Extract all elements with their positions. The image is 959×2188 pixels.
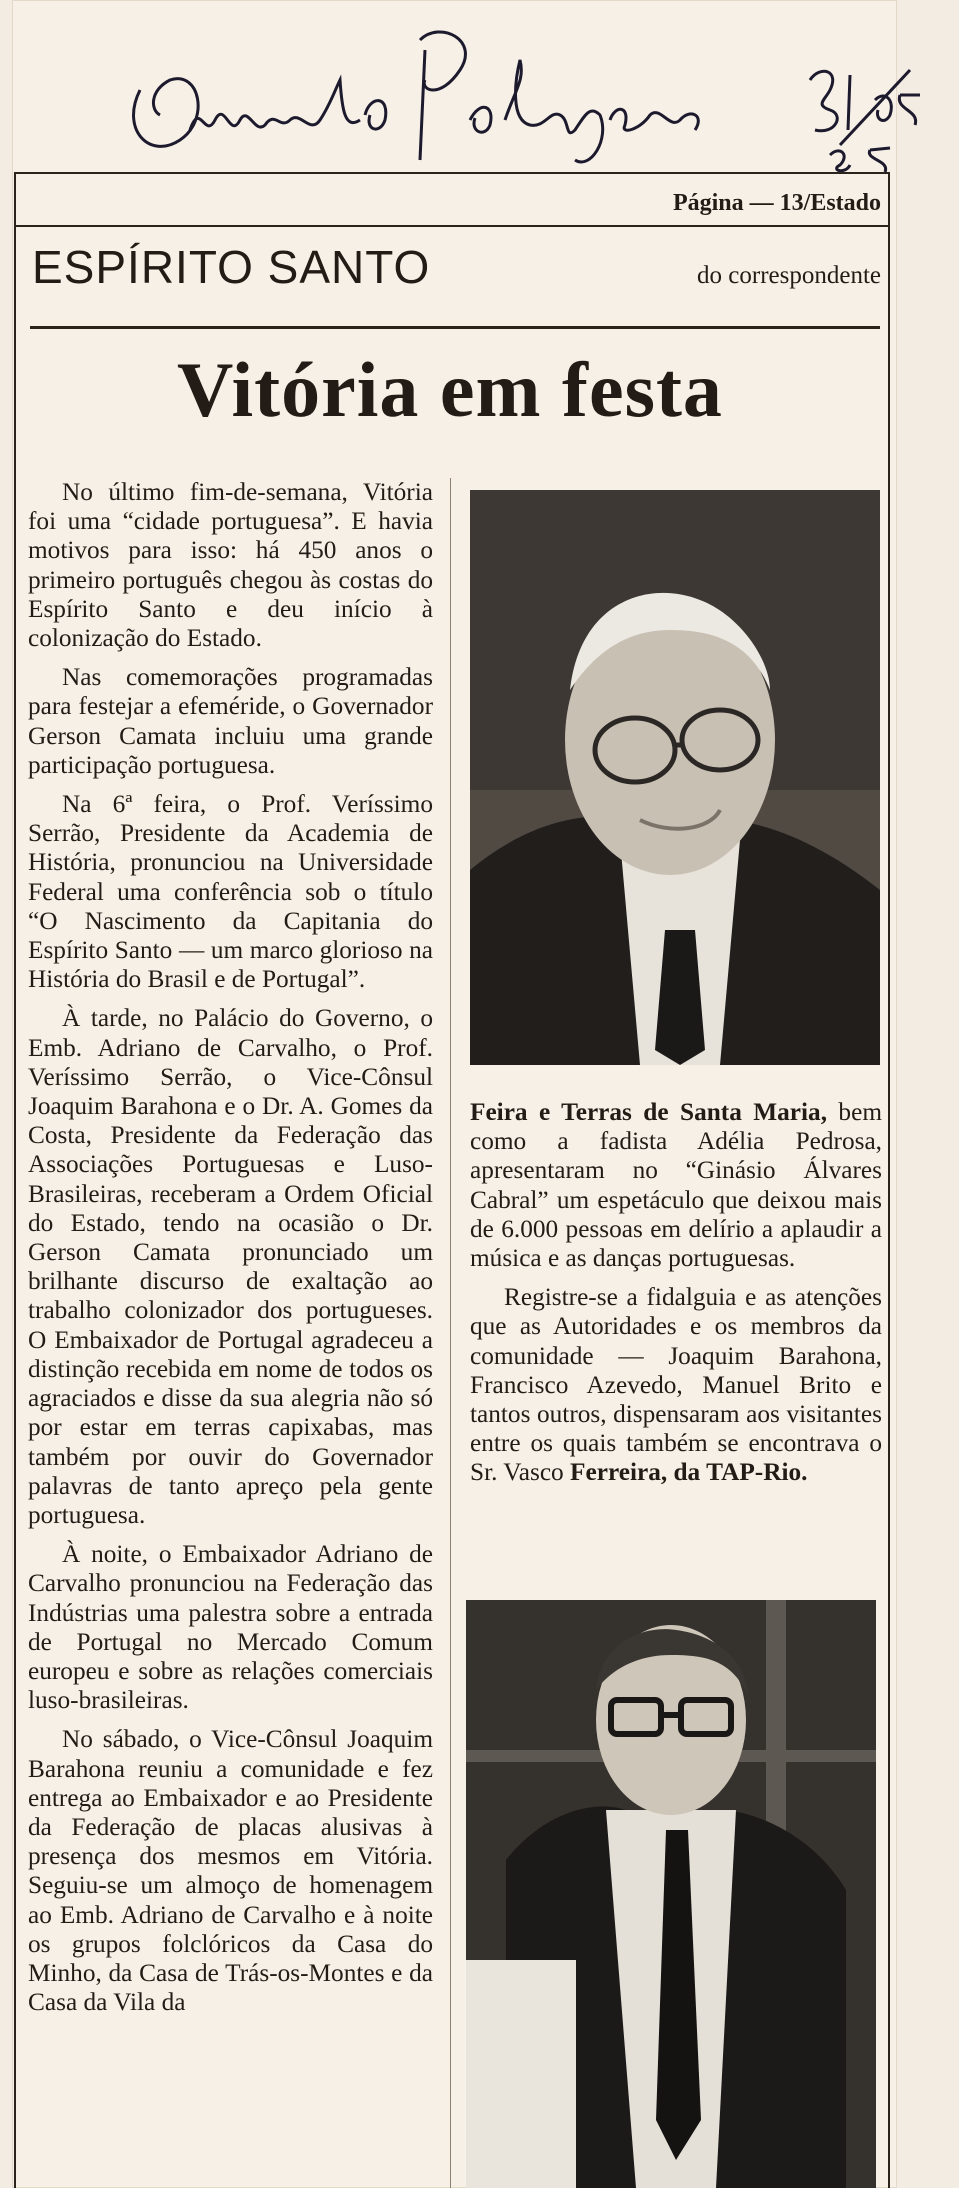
paragraph: Nas comemorações programadas para festejar a efeméride, o Governador Gerson Camata incluiu uma grande participação portuguesa. [28, 663, 433, 779]
svg-text:O Mundo Português: O Mundo Português [120, 20, 129, 21]
paragraph-bold-tail: Ferreira, da TAP-Rio. [570, 1458, 808, 1487]
paragraph [470, 1098, 882, 1273]
paragraph-bold-lead: Feira e Terras de Santa Maria, [470, 1098, 828, 1126]
article-left-column [28, 478, 433, 2027]
section-rule [30, 326, 880, 329]
left-border [14, 172, 16, 2188]
paragraph: À noite, o Embaixador Adriano de Carvalho pronunciou na Federação das Indústrias uma palestra sobre a entrada de Portugal no Mercado Comum europeu e sobre as relações comerciais luso-brasileiras. [28, 1540, 433, 1715]
right-border [888, 172, 890, 2188]
portrait-photo-2 [466, 1600, 876, 2188]
article-right-column [470, 1098, 882, 1498]
paragraph [470, 1283, 882, 1487]
paragraph: Na 6ª feira, o Prof. Veríssimo Serrão, Presidente da Academia de História, pronunciou na Universidade Federal uma conferência sob o título “O Nascimento da Capitania do Espírito Santo — um marco glorioso na História do Brasil e de Portugal”. [28, 790, 433, 994]
top-rule [14, 172, 890, 174]
handwritten-date [800, 60, 930, 180]
paragraph: No sábado, o Vice-Cônsul Joaquim Barahona reuniu a comunidade e fez entrega ao Embaixador e ao Presidente da Federação de placas alusivas à presença dos mesmos em Vitória. Seguiu-se um almoço de homenagem ao Emb. Adriano de Carvalho e à noite os grupos folclóricos da Casa do Minho, da Casa de Trás-os-Montes e da Casa da Vila da [28, 1725, 433, 2017]
paragraph: À tarde, no Palácio do Governo, o Emb. Adriano de Carvalho, o Prof. Veríssimo Serrão, o Vice-Cônsul Joaquim Barahona e o Dr. A. Gomes da Costa, Presidente da Federação das Associações Portuguesas e Luso-Brasileiras, receberam a Ordem Oficial do Estado, tendo na ocasião o Dr. Gerson Camata pronunciado um brilhante discurso de exaltação ao trabalho colonizador dos portugueses. O Embaixador de Portugal agradeceu a distinção recebida em nome de todos os agraciados e disse da sua alegria não só por estar em terras capixabas, mas também por ouvir do Governador palavras de tanto apreço pela gente portuguesa. [28, 1004, 433, 1529]
byline: do correspondente [697, 262, 881, 289]
page-reference: Página — 13/Estado [672, 190, 881, 216]
portrait-photo-1 [470, 490, 880, 1065]
paragraph-text: Registre-se a fidalguia e as atenções que as Autoridades e os membros da comunidade — Joaquim Barahona, Francisco Azevedo, Manuel Brito e tantos outros, dispensaram aos visitantes entre os quais também se encontrava o Sr. Vasco [470, 1283, 882, 1487]
header-rule [14, 225, 890, 227]
handwritten-title [120, 20, 820, 170]
section-title: ESPÍRITO SANTO [32, 241, 431, 293]
paragraph: No último fim-de-semana, Vitória foi uma “cidade portuguesa”. E havia motivos para isso: há 450 anos o primeiro português chegou às costas do Espírito Santo e deu início à colonização do Estado. [28, 478, 433, 653]
headline: Vitória em festa [177, 346, 723, 433]
paragraph-text: bem como a fadista Adélia Pedrosa, apresentaram no “Ginásio Álvares Cabral” um espetáculo que deixou mais de 6.000 pessoas em delírio a aplaudir a música e as danças portuguesas. [470, 1098, 882, 1273]
column-separator [450, 478, 451, 2188]
